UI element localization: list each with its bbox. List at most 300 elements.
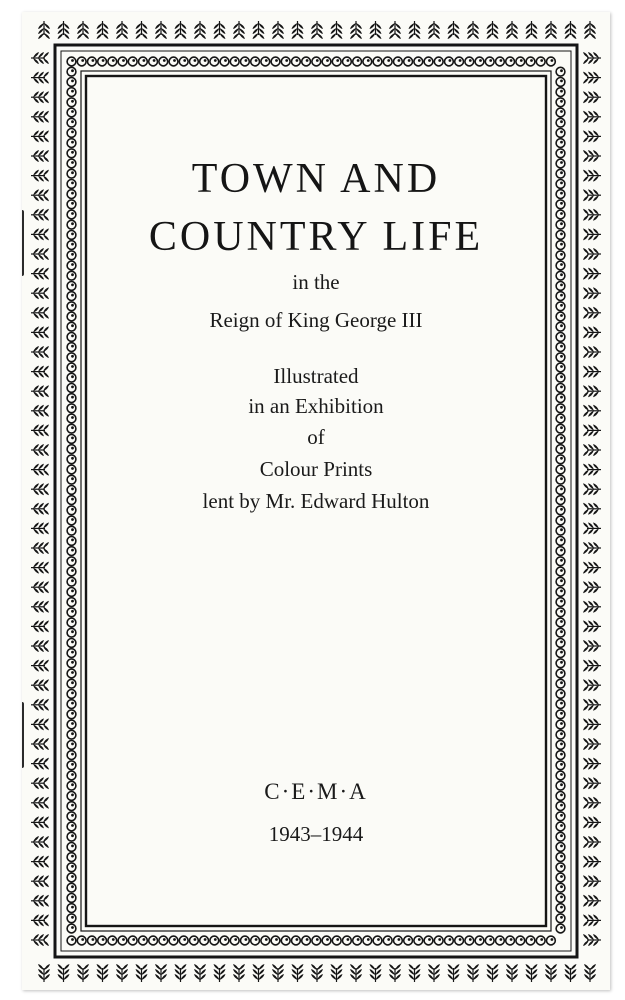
chain-ring [67, 455, 76, 464]
chain-ring [556, 792, 565, 801]
chain-ring [67, 67, 76, 76]
chain-ring [67, 598, 76, 607]
chain-ring [241, 57, 250, 66]
leaf-sprig [31, 424, 49, 436]
leaf-sprig [583, 718, 601, 730]
chain-ring [220, 936, 229, 945]
chain-ring [128, 57, 137, 66]
leaf-sprig [583, 601, 601, 613]
chain-ring [465, 57, 474, 66]
leaf-sprig [31, 777, 49, 789]
subtitle-line-1: in the [292, 270, 340, 294]
leaf-sprig [31, 660, 49, 672]
chain-ring [556, 445, 565, 454]
chain-ring [556, 883, 565, 892]
chain-ring [373, 57, 382, 66]
chain-ring [67, 363, 76, 372]
leaf-sprig [233, 21, 245, 39]
chain-ring [556, 506, 565, 515]
chain-ring [67, 312, 76, 321]
leaf-sprig [292, 964, 304, 982]
chain-ring [556, 455, 565, 464]
title-line-1: TOWN AND [191, 156, 441, 202]
chain-ring [67, 741, 76, 750]
leaf-sprig [31, 562, 49, 574]
leaf-sprig [583, 816, 601, 828]
chain-ring [536, 57, 545, 66]
chain-ring [312, 936, 321, 945]
chain-ring [77, 936, 86, 945]
chain-ring [556, 363, 565, 372]
leaf-sprig [31, 91, 49, 103]
title-line-2: COUNTRY LIFE [148, 214, 484, 260]
leaf-sprig [38, 964, 50, 982]
chain-ring [556, 435, 565, 444]
chain-ring [67, 241, 76, 250]
leaf-sprig [175, 964, 187, 982]
leaf-sprig [583, 483, 601, 495]
chain-ring [230, 936, 239, 945]
leaf-sprig [565, 21, 577, 39]
leaf-sprig [31, 228, 49, 240]
leaf-sprig [31, 601, 49, 613]
leaf-sprig [350, 964, 362, 982]
leaf-band-left [31, 52, 49, 946]
chain-ring [394, 57, 403, 66]
chain-ring [556, 139, 565, 148]
description-line-2: in an Exhibition [248, 394, 384, 418]
chain-ring [556, 802, 565, 811]
leaf-sprig [31, 483, 49, 495]
chain-ring [67, 792, 76, 801]
leaf-sprig [409, 964, 421, 982]
chain-ring [556, 384, 565, 393]
chain-ring [67, 159, 76, 168]
chain-ring [67, 424, 76, 433]
leaf-sprig [253, 21, 265, 39]
chain-ring [169, 936, 178, 945]
chain-ring [414, 57, 423, 66]
chain-ring [556, 516, 565, 525]
chain-ring [67, 486, 76, 495]
leaf-sprig [31, 718, 49, 730]
chain-ring [67, 873, 76, 882]
chain-ring [179, 936, 188, 945]
chain-ring [556, 863, 565, 872]
leaf-sprig [487, 21, 499, 39]
leaf-sprig [583, 875, 601, 887]
chain-ring [67, 292, 76, 301]
chain-ring [556, 628, 565, 637]
chain-ring [556, 496, 565, 505]
chain-ring [67, 863, 76, 872]
chain-ring [67, 526, 76, 535]
chain-ring [556, 873, 565, 882]
chain-ring [88, 57, 97, 66]
chain-ring [139, 936, 148, 945]
chain-ring [67, 628, 76, 637]
chain-ring [67, 129, 76, 138]
leaf-sprig [583, 91, 601, 103]
chain-ring [353, 936, 362, 945]
chain-ring [455, 57, 464, 66]
chain-ring [556, 220, 565, 229]
leaf-sprig [77, 964, 89, 982]
chain-ring [271, 936, 280, 945]
leaf-sprig [31, 738, 49, 750]
chain-ring [475, 57, 484, 66]
chain-ring [556, 914, 565, 923]
leaf-sprig [583, 326, 601, 338]
chain-ring [67, 261, 76, 270]
leaf-sprig [31, 366, 49, 378]
chain-ring [67, 557, 76, 566]
chain-ring [67, 802, 76, 811]
chain-ring [200, 57, 209, 66]
chain-ring [251, 57, 260, 66]
leaf-sprig [31, 503, 49, 515]
chain-ring [67, 853, 76, 862]
leaf-sprig [31, 895, 49, 907]
chain-ring [434, 936, 443, 945]
chain-ring [556, 904, 565, 913]
leaf-sprig [370, 21, 382, 39]
chain-ring [536, 936, 545, 945]
chain-ring [547, 57, 556, 66]
leaf-sprig [583, 170, 601, 182]
chain-ring [556, 180, 565, 189]
chain-ring [67, 78, 76, 87]
leaf-sprig [583, 228, 601, 240]
chain-ring [67, 516, 76, 525]
chain-ring [445, 936, 454, 945]
chain-ring [556, 88, 565, 97]
leaf-sprig [58, 964, 70, 982]
leaf-sprig [545, 21, 557, 39]
leaf-sprig [116, 964, 128, 982]
leaf-sprig [583, 640, 601, 652]
chain-ring [67, 588, 76, 597]
leaf-sprig [31, 542, 49, 554]
chain-ring [67, 924, 76, 933]
leaf-sprig [584, 21, 596, 39]
chain-ring [312, 57, 321, 66]
chain-ring [67, 169, 76, 178]
leaf-sprig [31, 385, 49, 397]
leaf-sprig [31, 640, 49, 652]
leaf-sprig [331, 964, 343, 982]
chain-ring [526, 936, 535, 945]
chain-ring [556, 292, 565, 301]
leaf-sprig [31, 326, 49, 338]
chain-ring [67, 373, 76, 382]
chain-ring [67, 608, 76, 617]
chain-ring [556, 190, 565, 199]
chain-ring [556, 343, 565, 352]
chain-ring [302, 936, 311, 945]
chain-ring [67, 659, 76, 668]
chain-ring [343, 936, 352, 945]
leaf-sprig [583, 542, 601, 554]
chain-ring [394, 936, 403, 945]
leaf-sprig [389, 964, 401, 982]
chain-ring [556, 577, 565, 586]
chain-ring [556, 832, 565, 841]
leaf-sprig [253, 964, 265, 982]
chain-ring [67, 914, 76, 923]
chain-ring [556, 567, 565, 576]
chain-ring [67, 251, 76, 260]
leaf-sprig [583, 777, 601, 789]
chain-ring [556, 669, 565, 678]
chain-ring [281, 936, 290, 945]
leaf-sprig [31, 914, 49, 926]
chain-ring [67, 118, 76, 127]
publication-years: 1943–1944 [268, 822, 364, 846]
leaf-band-right [583, 52, 601, 946]
chain-ring [556, 465, 565, 474]
chain-ring [556, 526, 565, 535]
chain-ring [77, 57, 86, 66]
leaf-sprig [583, 856, 601, 868]
chain-ring [455, 936, 464, 945]
chain-ring [67, 220, 76, 229]
chain-ring [67, 88, 76, 97]
chain-ring [67, 832, 76, 841]
chain-ring [556, 200, 565, 209]
chain-ring [363, 936, 372, 945]
chain-ring [556, 741, 565, 750]
leaf-sprig [565, 964, 577, 982]
chain-ring [556, 730, 565, 739]
chain-ring [322, 936, 331, 945]
chain-ring [556, 598, 565, 607]
chain-ring [556, 353, 565, 362]
leaf-sprig [272, 21, 284, 39]
leaf-sprig [31, 934, 49, 946]
chain-ring [556, 373, 565, 382]
leaf-sprig [583, 562, 601, 574]
chain-ring [67, 465, 76, 474]
leaf-sprig [31, 758, 49, 770]
chain-ring [67, 761, 76, 770]
leaf-sprig [31, 189, 49, 201]
cover-text-area [92, 72, 540, 932]
chain-ring [556, 302, 565, 311]
chain-ring [556, 251, 565, 260]
chain-ring [332, 57, 341, 66]
chain-ring [556, 894, 565, 903]
leaf-sprig [448, 964, 460, 982]
chain-ring [556, 659, 565, 668]
leaf-sprig [583, 150, 601, 162]
leaf-sprig [583, 503, 601, 515]
leaf-sprig [583, 424, 601, 436]
chain-ring [67, 506, 76, 515]
leaf-sprig [214, 964, 226, 982]
chain-ring [434, 57, 443, 66]
leaf-sprig [583, 797, 601, 809]
description-line-4: Colour Prints [259, 457, 373, 481]
leaf-sprig [583, 307, 601, 319]
chain-ring [67, 496, 76, 505]
leaf-sprig [583, 287, 601, 299]
chain-ring [67, 751, 76, 760]
leaf-sprig [331, 21, 343, 39]
chain-ring [383, 57, 392, 66]
subtitle-line-2: Reign of King George III [209, 308, 423, 332]
chain-ring [67, 414, 76, 423]
leaf-sprig [175, 21, 187, 39]
chain-ring [556, 690, 565, 699]
chain-ring [556, 129, 565, 138]
chain-ring [67, 936, 76, 945]
leaf-sprig [526, 964, 538, 982]
leaf-sprig [31, 150, 49, 162]
chain-ring [424, 57, 433, 66]
chain-ring [67, 200, 76, 209]
leaf-sprig [506, 21, 518, 39]
chain-ring [190, 57, 199, 66]
chain-ring [261, 936, 270, 945]
leaf-sprig [31, 170, 49, 182]
chain-ring [475, 936, 484, 945]
leaf-sprig [583, 679, 601, 691]
leaf-sprig [428, 21, 440, 39]
chain-ring [67, 720, 76, 729]
chain-ring [556, 537, 565, 546]
chain-ring [465, 936, 474, 945]
chain-ring [556, 241, 565, 250]
chain-ring [556, 424, 565, 433]
chain-ring [556, 781, 565, 790]
chain-ring [67, 404, 76, 413]
chain-ring [556, 618, 565, 627]
leaf-sprig [155, 964, 167, 982]
leaf-sprig [526, 21, 538, 39]
chain-ring [67, 883, 76, 892]
chain-ring [506, 936, 515, 945]
chain-ring [67, 139, 76, 148]
leaf-sprig [31, 444, 49, 456]
chain-ring [67, 710, 76, 719]
leaf-band-top [38, 21, 596, 39]
leaf-sprig [311, 964, 323, 982]
leaf-sprig [583, 346, 601, 358]
chain-ring [67, 669, 76, 678]
chain-ring [67, 894, 76, 903]
chain-ring [67, 547, 76, 556]
chain-ring [67, 271, 76, 280]
leaf-sprig [136, 21, 148, 39]
leaf-sprig [155, 21, 167, 39]
chain-ring [556, 404, 565, 413]
chain-ring [67, 322, 76, 331]
booklet-cover [22, 12, 610, 990]
chain-ring [67, 149, 76, 158]
chain-ring [556, 608, 565, 617]
leaf-sprig [583, 895, 601, 907]
chain-ring [556, 333, 565, 342]
chain-ring [556, 639, 565, 648]
leaf-sprig [487, 964, 499, 982]
leaf-sprig [583, 914, 601, 926]
chain-ring [88, 936, 97, 945]
chain-ring [363, 57, 372, 66]
chain-ring [67, 98, 76, 107]
chain-ring [556, 169, 565, 178]
chain-ring [67, 812, 76, 821]
leaf-sprig [583, 268, 601, 280]
chain-ring [445, 57, 454, 66]
leaf-sprig [31, 307, 49, 319]
leaf-sprig [194, 21, 206, 39]
chain-ring [556, 282, 565, 291]
chain-ring [556, 547, 565, 556]
leaf-sprig [31, 52, 49, 64]
leaf-sprig [31, 620, 49, 632]
chain-ring [556, 710, 565, 719]
leaf-sprig [311, 21, 323, 39]
chain-ring [556, 700, 565, 709]
chain-ring [556, 78, 565, 87]
chain-ring [118, 936, 127, 945]
chain-ring [556, 924, 565, 933]
chain-ring [556, 98, 565, 107]
chain-ring [67, 781, 76, 790]
leaf-sprig [583, 111, 601, 123]
chain-ring [67, 679, 76, 688]
leaf-sprig [583, 248, 601, 260]
leaf-sprig [583, 934, 601, 946]
chain-ring [67, 475, 76, 484]
leaf-sprig [292, 21, 304, 39]
chain-ring [556, 210, 565, 219]
chain-ring [98, 936, 107, 945]
chain-ring [159, 57, 168, 66]
chain-ring [67, 57, 76, 66]
chain-ring [67, 843, 76, 852]
leaf-sprig [583, 52, 601, 64]
chain-ring [556, 261, 565, 270]
leaf-sprig [583, 130, 601, 142]
chain-ring [67, 690, 76, 699]
chain-ring [190, 936, 199, 945]
description-line-1: Illustrated [273, 364, 359, 388]
chain-ring [404, 57, 413, 66]
leaf-sprig [116, 21, 128, 39]
leaf-sprig [583, 405, 601, 417]
leaf-sprig [272, 964, 284, 982]
chain-ring [526, 57, 535, 66]
leaf-sprig [31, 72, 49, 84]
chain-ring [108, 57, 117, 66]
chain-ring [556, 557, 565, 566]
chain-ring [67, 730, 76, 739]
chain-ring [292, 57, 301, 66]
chain-ring [67, 700, 76, 709]
chain-ring [67, 639, 76, 648]
leaf-sprig [97, 21, 109, 39]
chain-ring [414, 936, 423, 945]
chain-ring [67, 445, 76, 454]
leaf-sprig [31, 875, 49, 887]
chain-ring [251, 936, 260, 945]
chain-ring [169, 57, 178, 66]
chain-ring [556, 159, 565, 168]
chain-ring [67, 180, 76, 189]
chain-ring [67, 394, 76, 403]
